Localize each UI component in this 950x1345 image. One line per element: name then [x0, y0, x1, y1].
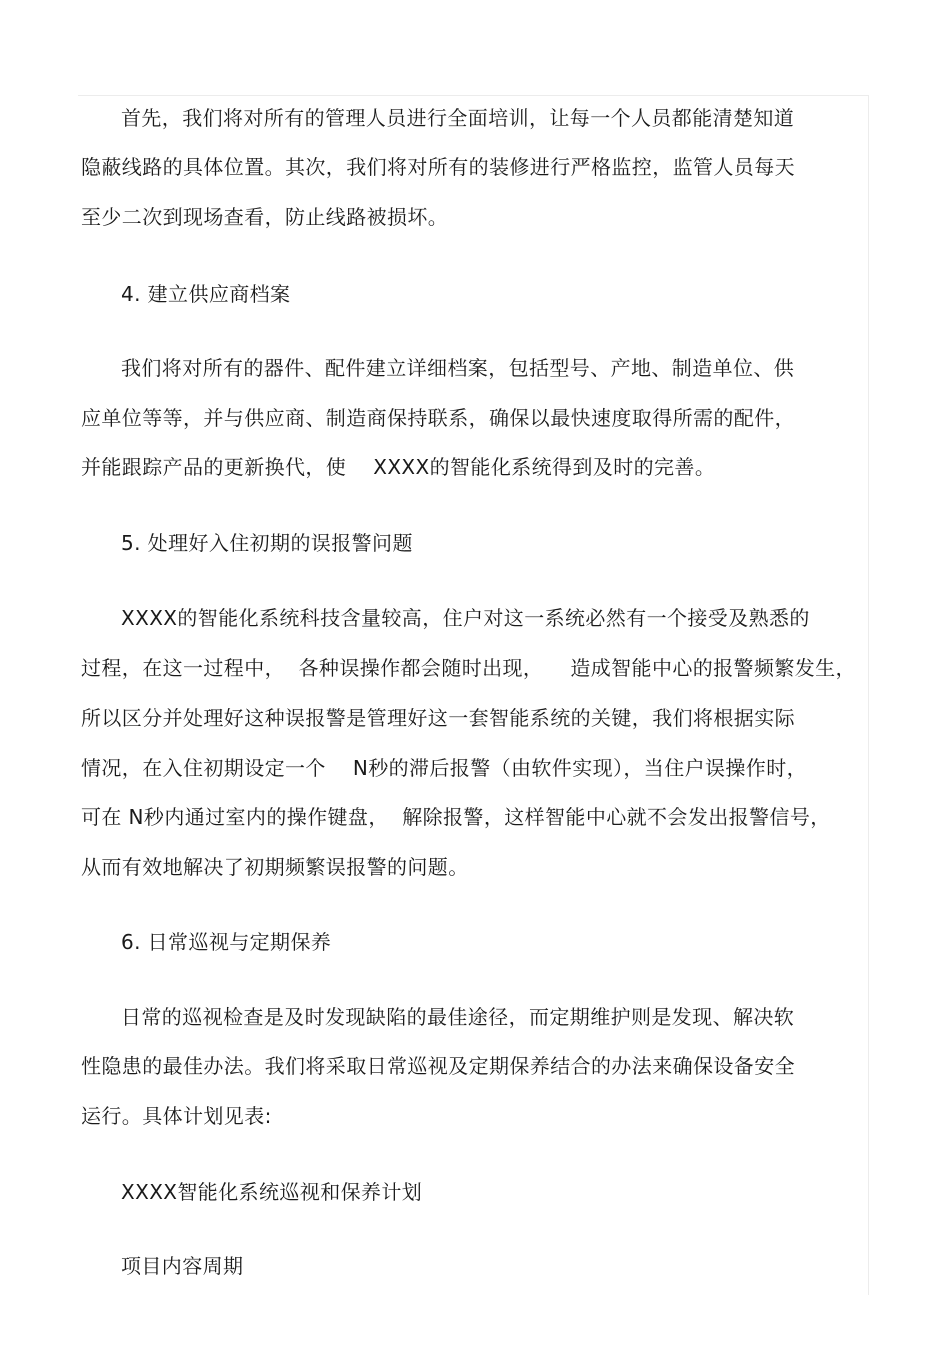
section-heading: 5. 处理好入住初期的误报警问题 — [121, 531, 413, 555]
paragraph-line: 性隐患的最佳办法。我们将采取日常巡视及定期保养结合的办法来确保设备安全 — [81, 1054, 795, 1078]
paragraph-line: 隐蔽线路的具体位置。其次，我们将对所有的装修进行严格监控，监管人员每天 — [81, 155, 795, 179]
table-header: 项目内容周期 — [121, 1254, 244, 1278]
paragraph-line: 我们将对所有的器件、配件建立详细档案，包括型号、产地、制造单位、供 — [121, 356, 795, 380]
paragraph-line: 并能跟踪产品的更新换代，使 XXXX的智能化系统得到及时的完善。 — [81, 455, 716, 479]
paragraph-line: 过程，在这一过程中， 各种误操作都会随时出现， 造成智能中心的报警频繁发生， — [81, 656, 856, 680]
paragraph-line: 日常的巡视检查是及时发现缺陷的最佳途径，而定期维护则是发现、解决软 — [121, 1005, 795, 1029]
paragraph-line: 情况，在入住初期设定一个 N秒的滞后报警（由软件实现），当住户误操作时， — [81, 756, 807, 780]
section-heading: 4. 建立供应商档案 — [121, 282, 291, 306]
paragraph-line: XXXX的智能化系统科技含量较高，住户对这一系统必然有一个接受及熟悉的 — [121, 606, 810, 630]
paragraph-line: 首先，我们将对所有的管理人员进行全面培训，让每一个人员都能清楚知道 — [121, 106, 795, 130]
paragraph-line: 所以区分并处理好这种误报警是管理好这一套智能系统的关键，我们将根据实际 — [81, 706, 795, 730]
table-title: XXXX智能化系统巡视和保养计划 — [121, 1180, 423, 1204]
paragraph-line: 至少二次到现场查看，防止线路被损坏。 — [81, 205, 449, 229]
paragraph-line: 应单位等等，并与供应商、制造商保持联系，确保以最快速度取得所需的配件， — [81, 406, 795, 430]
paragraph-line: 运行。具体计划见表: — [81, 1104, 272, 1128]
paragraph-line: 可在 N秒内通过室内的操作键盘， 解除报警，这样智能中心就不会发出报警信号， — [81, 805, 831, 829]
paragraph-line: 从而有效地解决了初期频繁误报警的问题。 — [81, 855, 469, 879]
section-heading: 6. 日常巡视与定期保养 — [121, 930, 332, 954]
